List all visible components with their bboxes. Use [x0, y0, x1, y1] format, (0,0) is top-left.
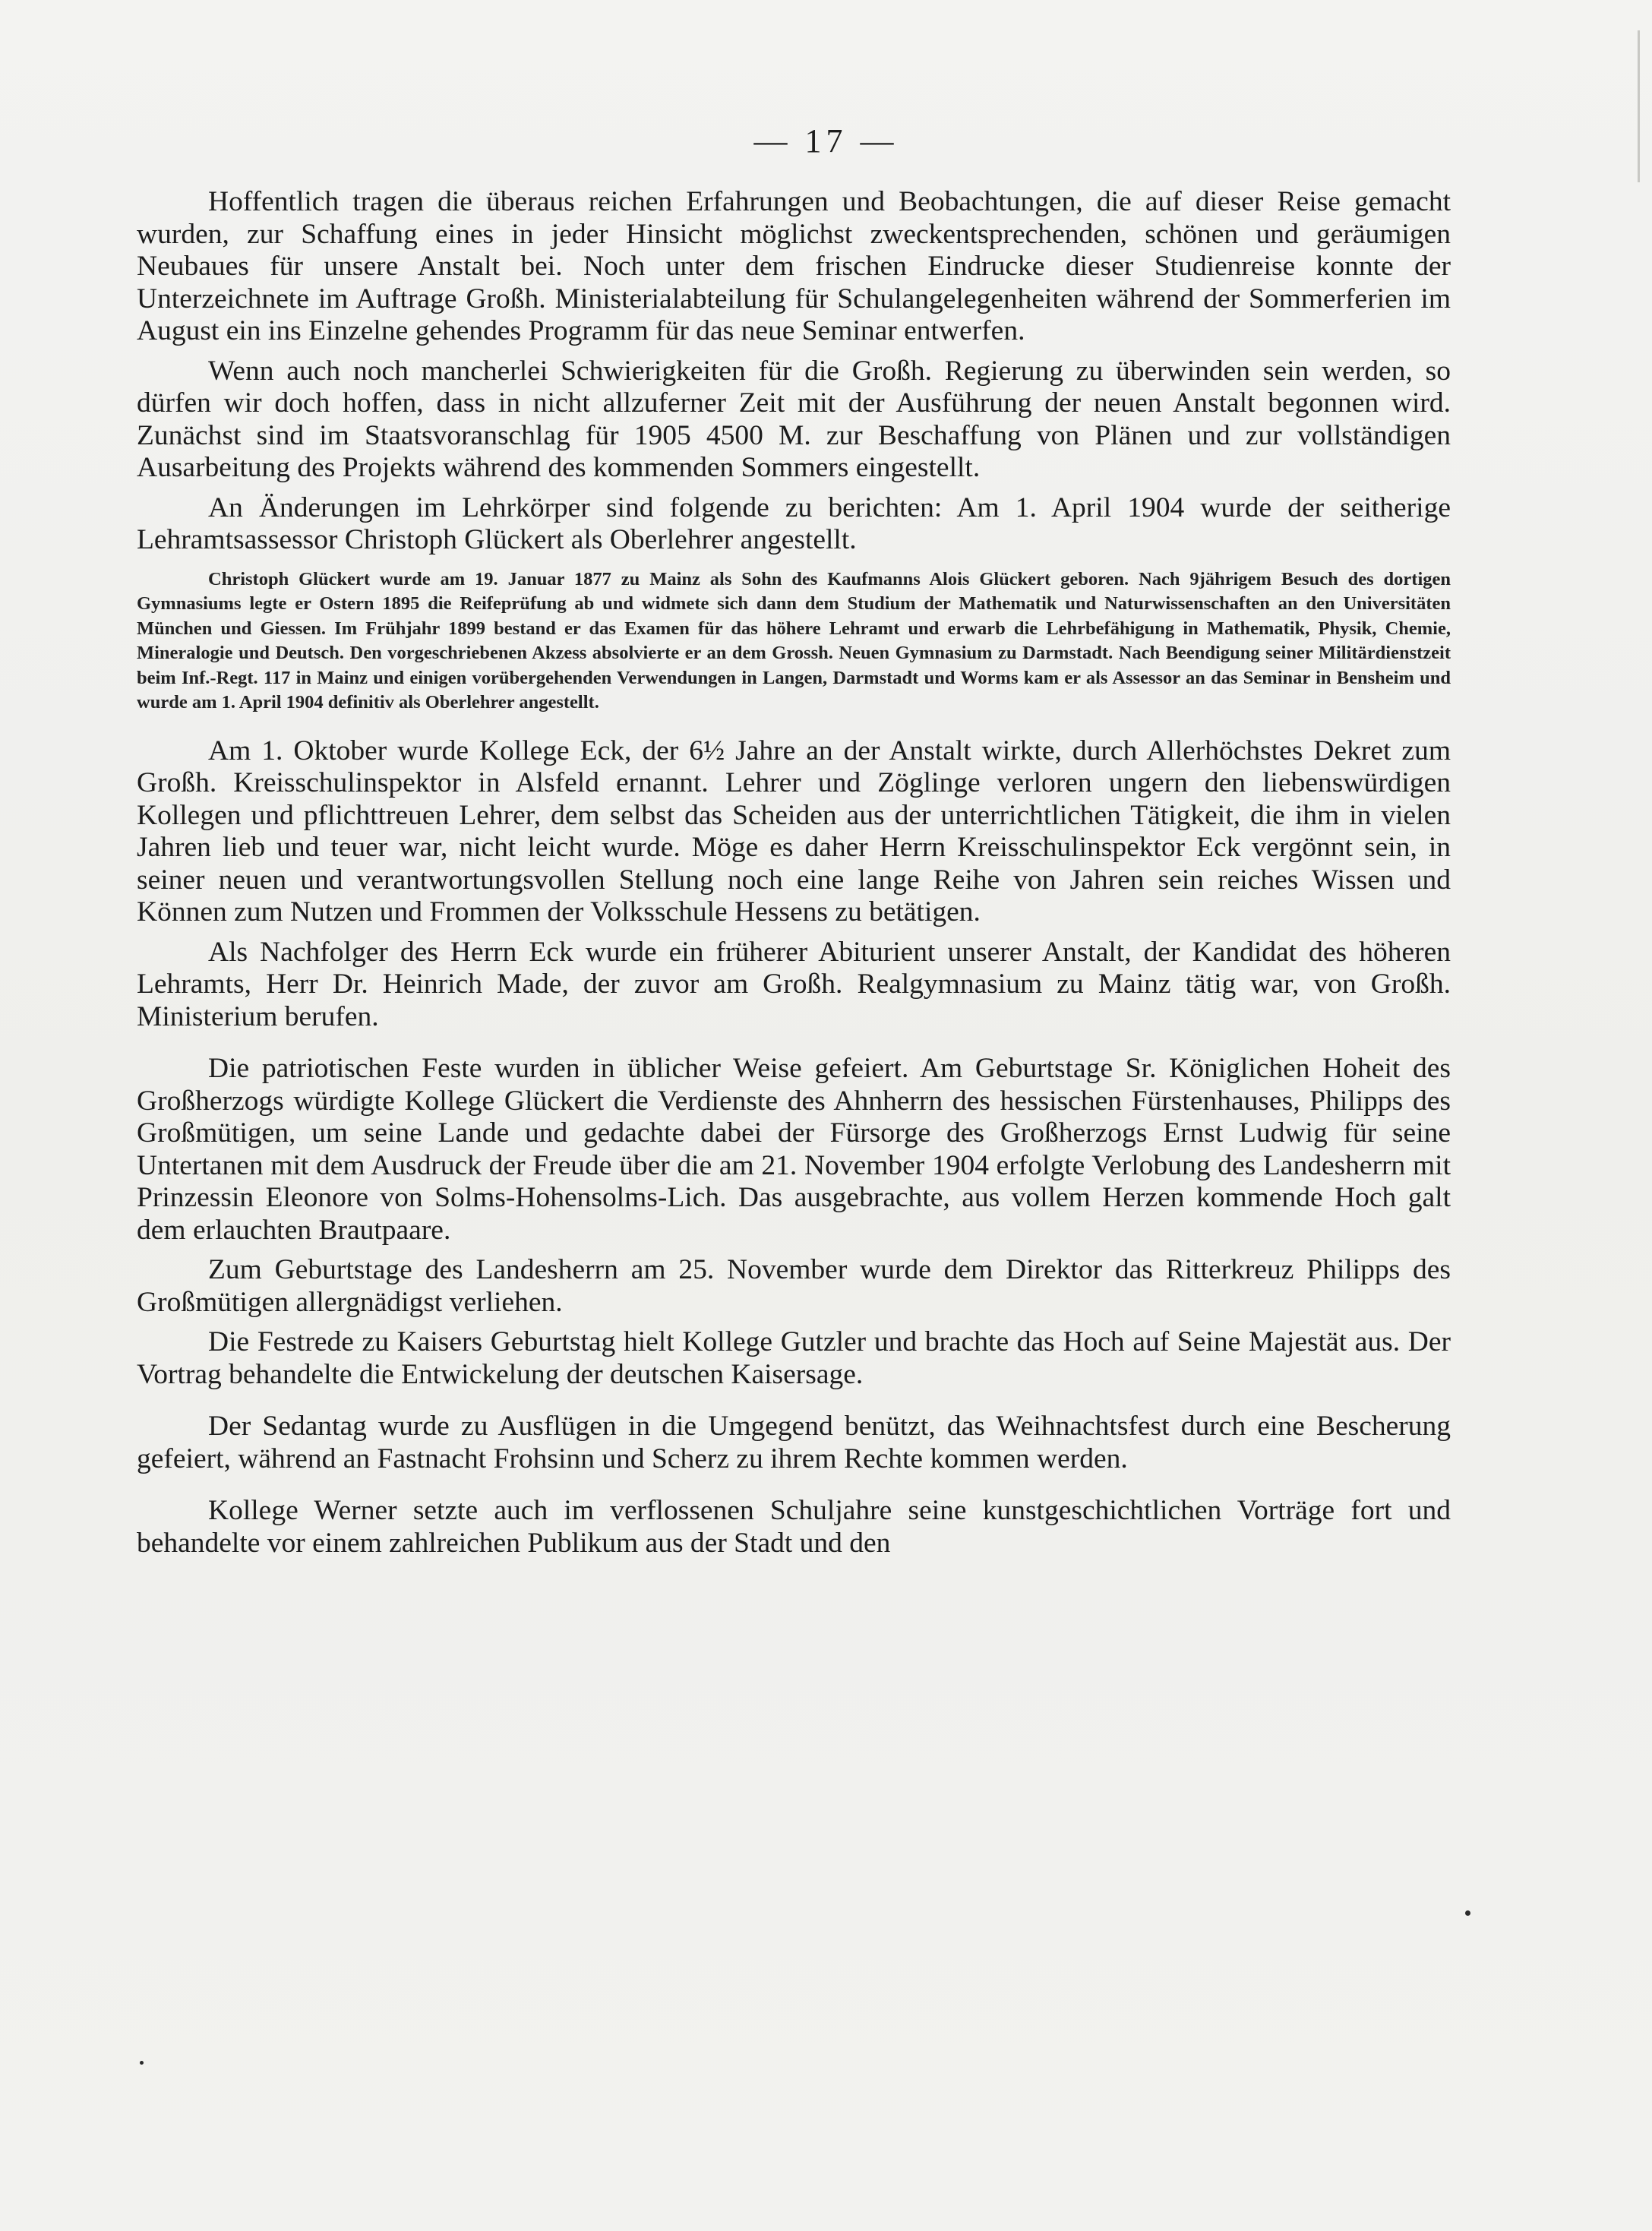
paragraph-staff-changes: An Änderungen im Lehrkörper sind folgende zu berichten: Am 1. April 1904 wurde der seitherige Lehramtsassessor Christoph Glückert als Oberlehrer angestellt. [137, 491, 1451, 555]
scan-speck [1465, 1910, 1470, 1916]
paragraph-patriotic-festivals: Die patriotischen Feste wurden in üblicher Weise gefeiert. Am Geburtstage Sr. Königlichen Hoheit des Großherzogs würdigte Kollege Glückert die Verdienste des Ahnherrn des hessischen Fürstenhauses, Philipps des Großmütigen, um seine Lande und gedachte dabei der Fürsorge des Großherzogs Ernst Ludwig für seine Untertanen mit dem Ausdruck der Freude über die am 21. November 1904 erfolgte Verlobung des Landesherrn mit Prinzessin Eleonore von Solms-Hohensolms-Lich. Das ausgebrachte, aus vollem Herzen kommende Hoch galt dem erlauchten Brautpaare. [137, 1053, 1451, 1246]
scan-speck [140, 2061, 144, 2065]
paragraph-new-building: Hoffentlich tragen die überaus reichen Erfahrungen und Beobachtungen, die auf dieser Reise gemacht wurden, zur Schaffung eines in jeder Hinsicht möglichst zweckentsprechenden, schönen und geräumigen Neubaues für unsere Anstalt bei. Noch unter dem frischen Eindrucke dieser Studienreise konnte der Unterzeichnete im Auftrage Großh. Ministerialabteilung für Schulangelegenheiten während der Sommerferien im August ein ins Einzelne gehendes Programm für das neue Seminar entwerfen. [137, 186, 1451, 346]
paragraph-government-plans: Wenn auch noch mancherlei Schwierigkeiten für die Großh. Regierung zu überwinden sein werden, so dürfen wir doch hoffen, dass in nicht allzuferner Zeit mit der Ausführung der neuen Anstalt begonnen wird. Zunächst sind im Staatsvoranschlag für 1905 4500 M. zur Beschaffung von Plänen und zur vollständigen Ausarbeitung des Projekts während des kommenden Sommers eingestellt. [137, 355, 1451, 483]
paragraph-sedantag: Der Sedantag wurde zu Ausflügen in die Umgegend benützt, das Weihnachtsfest durch eine Bescherung gefeiert, während an Fastnacht Frohsinn und Scherz zu ihrem Rechte kommen werden. [137, 1411, 1451, 1474]
page-number: — 17 — [753, 122, 899, 160]
paragraph-kaiser-birthday: Die Festrede zu Kaisers Geburtstag hielt Kollege Gutzler und brachte das Hoch auf Seine Majestät aus. Der Vortrag behandelte die Entwickelung der deutschen Kaisersage. [137, 1326, 1451, 1390]
paragraph-eck-appointment: Am 1. Oktober wurde Kollege Eck, der 6½ Jahre an der Anstalt wirkte, durch Allerhöchstes Dekret zum Großh. Kreisschulinspektor in Alsfeld ernannt. Lehrer und Zöglinge verloren ungern den liebenswürdigen Kollegen und pflichttreuen Lehrer, dem selbst das Scheiden aus der unterrichtlichen Tätigkeit, die ihm in vielen Jahren lieb und teuer war, nicht leicht wurde. Möge es daher Herrn Kreisschulinspektor Eck vergönnt sein, in seiner neuen und verantwortungsvollen Stellung noch eine lange Reihe von Jahren sein reiches Wissen und Können zum Nutzen und Frommen der Volksschule Hessens zu betätigen. [137, 735, 1451, 927]
page-body [137, 186, 1451, 1567]
paragraph-art-lectures: Kollege Werner setzte auch im verflossenen Schuljahre seine kunstgeschichtlichen Vorträge fort und behandelte vor einem zahlreichen Publikum aus der Stadt und den [137, 1495, 1451, 1559]
footnote-glueckert-biography: Christoph Glückert wurde am 19. Januar 1877 zu Mainz als Sohn des Kaufmanns Alois Glückert geboren. Nach 9jährigem Besuch des dortigen Gymnasiums legte er Ostern 1895 die Reifeprüfung ab und widmete sich dann dem Studium der Mathematik und Naturwissenschaften an den Universitäten München und Giessen. Im Frühjahr 1899 bestand er das Examen für das höhere Lehramt und erwarb die Lehrbefähigung in Mathematik, Physik, Chemie, Mineralogie und Deutsch. Den vorgeschriebenen Akzess absolvierte er an dem Grossh. Neuen Gymnasium zu Darmstadt. Nach Beendigung seiner Militärdienstzeit beim Inf.-Regt. 117 in Mainz und einigen vorübergehenden Verwendungen in Langen, Darmstadt und Worms kam er als Assessor an das Seminar in Bensheim und wurde am 1. April 1904 definitiv als Oberlehrer angestellt. [137, 568, 1451, 713]
paragraph-director-award: Zum Geburtstage des Landesherrn am 25. November wurde dem Direktor das Ritterkreuz Philipps des Großmütigen allergnädigst verliehen. [137, 1254, 1451, 1318]
paragraph-successor: Als Nachfolger des Herrn Eck wurde ein früherer Abiturient unserer Anstalt, der Kandidat des höheren Lehramts, Herr Dr. Heinrich Made, der zuvor am Großh. Realgymnasium zu Mainz tätig war, von Großh. Ministerium berufen. [137, 936, 1451, 1032]
